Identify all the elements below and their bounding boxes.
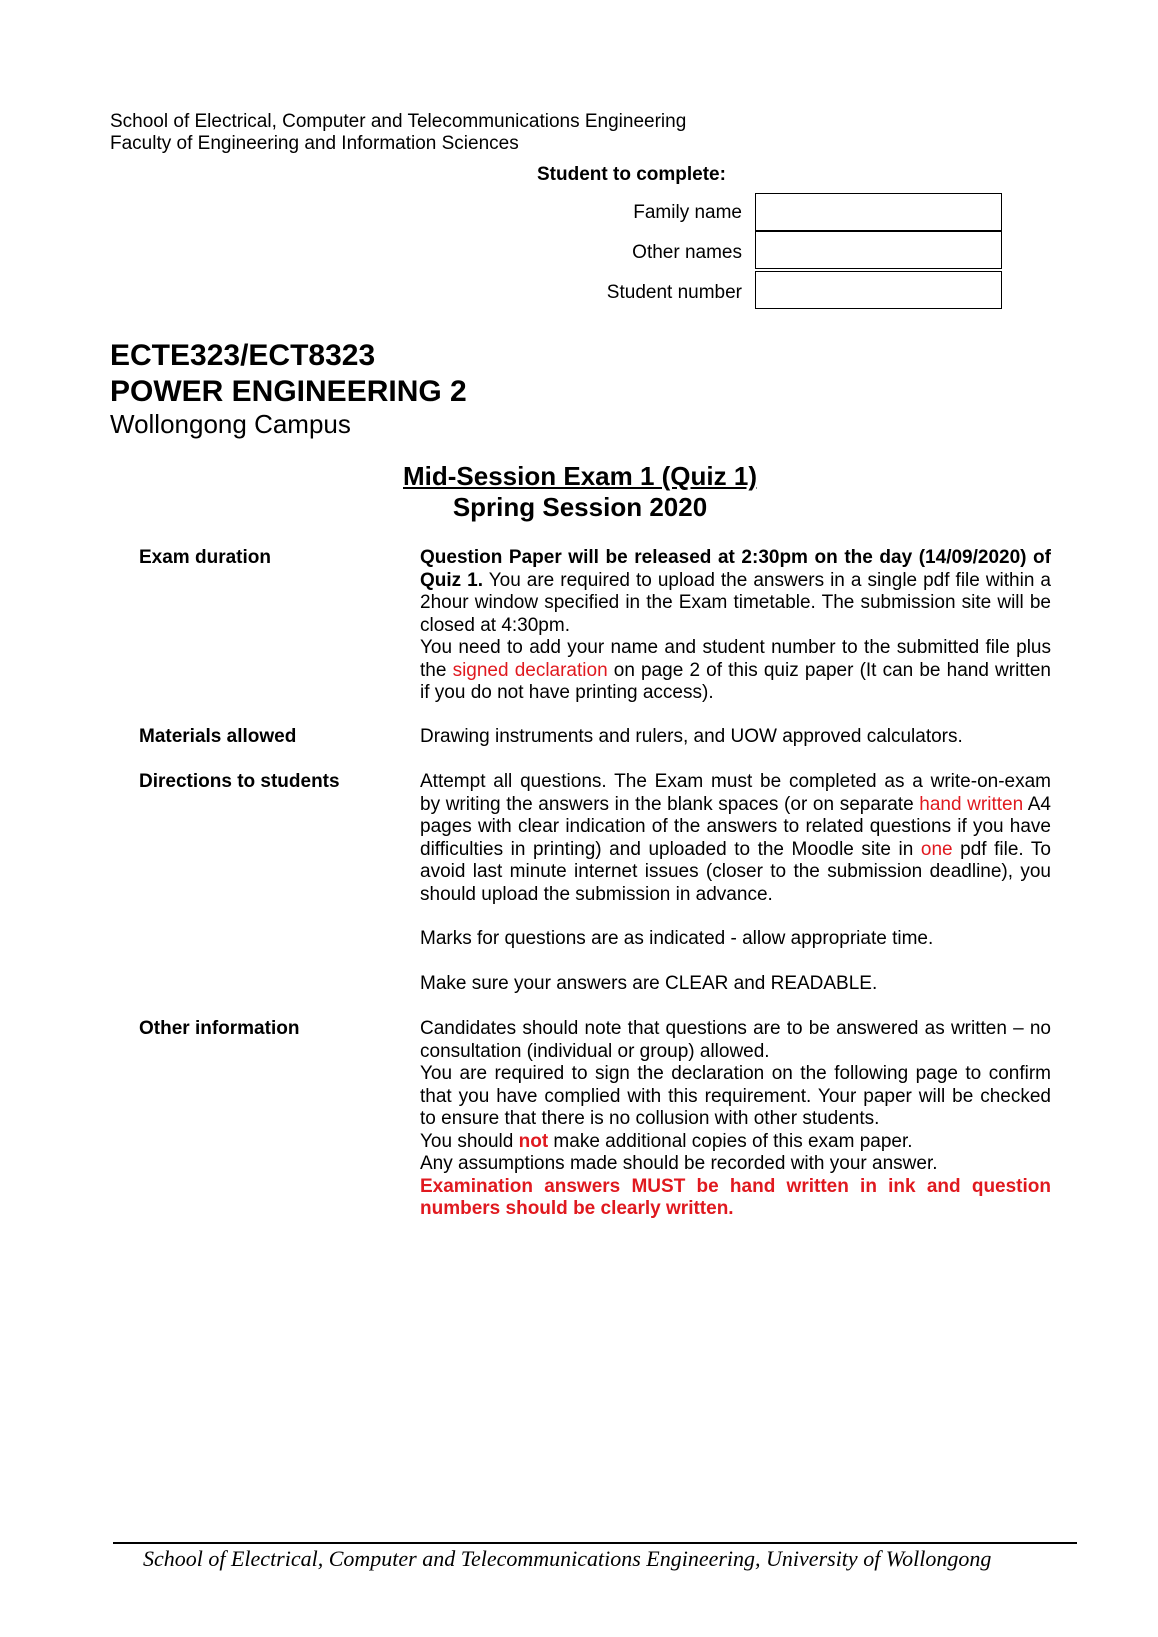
other-info-label: Other information	[139, 1018, 300, 1039]
page-footer: School of Electrical, Computer and Telecommunications Engineering, University of Wollongong	[143, 1546, 992, 1571]
marks-note: Marks for questions are as indicated - allow appropriate time.	[420, 928, 934, 949]
course-name: POWER ENGINEERING 2	[110, 375, 467, 408]
campus-name: Wollongong Campus	[110, 409, 351, 439]
footer-divider	[113, 1542, 1077, 1544]
other-names-label: Other names	[632, 242, 742, 263]
directions-label: Directions to students	[139, 771, 340, 792]
student-form-title: Student to complete:	[537, 164, 726, 185]
exam-title: Mid-Session Exam 1 (Quiz 1)	[403, 461, 757, 491]
exam-duration-label: Exam duration	[139, 547, 271, 568]
student-number-label: Student number	[606, 282, 742, 303]
directions-text: Attempt all questions. The Exam must be completed as a write-on-exam by writing the answers in the blank spaces (or on separate hand written A4 pages with clear indication of the answers to related questions if you have difficulties in printing) and uploaded to the Moodle site in one pdf file. To avoid last minute internet issues (closer to the submission deadline), you should upload the submission in advance. Marks for questions are as indicated - allow appropriate time. Make sure your answers are CLEAR and READABLE.	[420, 771, 1051, 994]
family-name-field[interactable]	[755, 193, 1002, 231]
signed-declaration-note: signed declaration	[452, 659, 608, 681]
release-notice: Question Paper will be released at 2:30pm on the day (14/09/2020) of Quiz 1.	[420, 547, 1051, 591]
exam-title-block	[300, 461, 860, 523]
school-name: School of Electrical, Computer and Telecommunications Engineering	[110, 111, 687, 132]
exam-session: Spring Session 2020	[452, 492, 708, 522]
materials-label: Materials allowed	[139, 726, 297, 747]
clear-note: Make sure your answers are CLEAR and READABLE.	[420, 972, 878, 994]
faculty-name: Faculty of Engineering and Information Sciences	[110, 133, 519, 154]
course-code: ECTE323/ECT8323	[110, 339, 376, 372]
other-info-text: Candidates should note that questions are to be answered as written – no consultation (individual or group) allowed. You are required to sign the declaration on the following page to confirm that you have complied with this requirement. Your paper will be checked to ensure that there is no collusion with other students. You should not make additional copies of this exam paper. Any assumptions made should be recorded with your answer. Examination answers MUST be hand written in ink and question numbers should be clearly written.	[420, 1018, 1051, 1219]
family-name-label: Family name	[633, 202, 742, 223]
exam-duration-text: Question Paper will be released at 2:30pm on the day (14/09/2020) of Quiz 1. You are required to upload the answers in a single pdf file within a 2hour window specified in the Exam timetable. The submission site will be closed at 4:30pm. You need to add your name and student number to the submitted file plus the signed declaration on page 2 of this quiz paper (It can be hand written if you do not have printing access).	[420, 547, 1051, 703]
page-header	[110, 111, 686, 155]
materials-text: Drawing instruments and rulers, and UOW approved calculators.	[420, 726, 963, 747]
other-names-field[interactable]	[755, 231, 1002, 269]
ink-warning: Examination answers MUST be hand written in ink and question numbers should be clearly written.	[420, 1175, 1051, 1219]
student-number-field[interactable]	[755, 271, 1002, 309]
course-title	[110, 338, 467, 410]
